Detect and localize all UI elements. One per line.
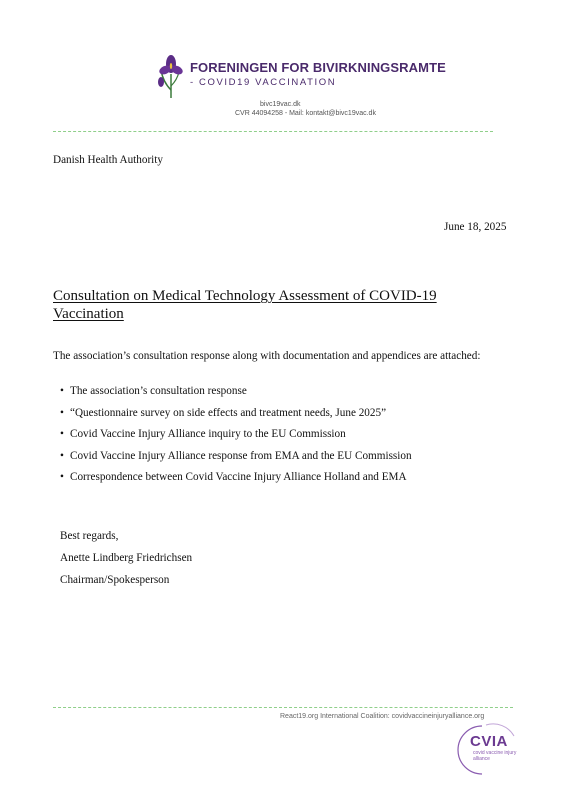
list-item: • The association’s consultation response [60, 384, 412, 406]
cvia-logo-text: CVIA [470, 733, 508, 750]
signer-title: Chairman/Spokesperson [60, 574, 170, 586]
letter-subject: Consultation on Medical Technology Assessment of COVID-19 Vaccination [53, 288, 437, 322]
org-contact: CVR 44094258 - Mail: kontakt@bivc19vac.dk [235, 110, 376, 117]
footer-divider [53, 707, 513, 708]
letter-intro: The association’s consultation response along with documentation and appendices are attached: [53, 350, 481, 362]
closing: Best regards, [60, 530, 119, 542]
org-website: bivc19vac.dk [260, 101, 301, 108]
coalition-text: React19.org International Coalition: covidvaccineinjuryalliance.org [280, 713, 485, 720]
list-item: • Correspondence between Covid Vaccine Injury Alliance Holland and EMA [60, 470, 412, 492]
letter-date: June 18, 2025 [444, 221, 507, 233]
cvia-logo-subtext: covid vaccine injury alliance [473, 750, 517, 762]
recipient: Danish Health Authority [53, 154, 163, 166]
signer-name: Anette Lindberg Friedrichsen [60, 552, 193, 564]
org-name: FORENINGEN FOR BIVIRKNINGSRAMTE [190, 60, 446, 75]
attachment-list [60, 384, 412, 492]
org-subtitle: - COVID19 VACCINATION [190, 77, 337, 88]
list-item: • Covid Vaccine Injury Alliance response from EMA and the EU Commission [60, 449, 412, 471]
header-divider [53, 131, 493, 132]
list-item: • “Questionnaire survey on side effects and treatment needs, June 2025” [60, 406, 412, 428]
list-item: • Covid Vaccine Injury Alliance inquiry to the EU Commission [60, 427, 412, 449]
iris-flower-logo-icon [155, 52, 187, 100]
